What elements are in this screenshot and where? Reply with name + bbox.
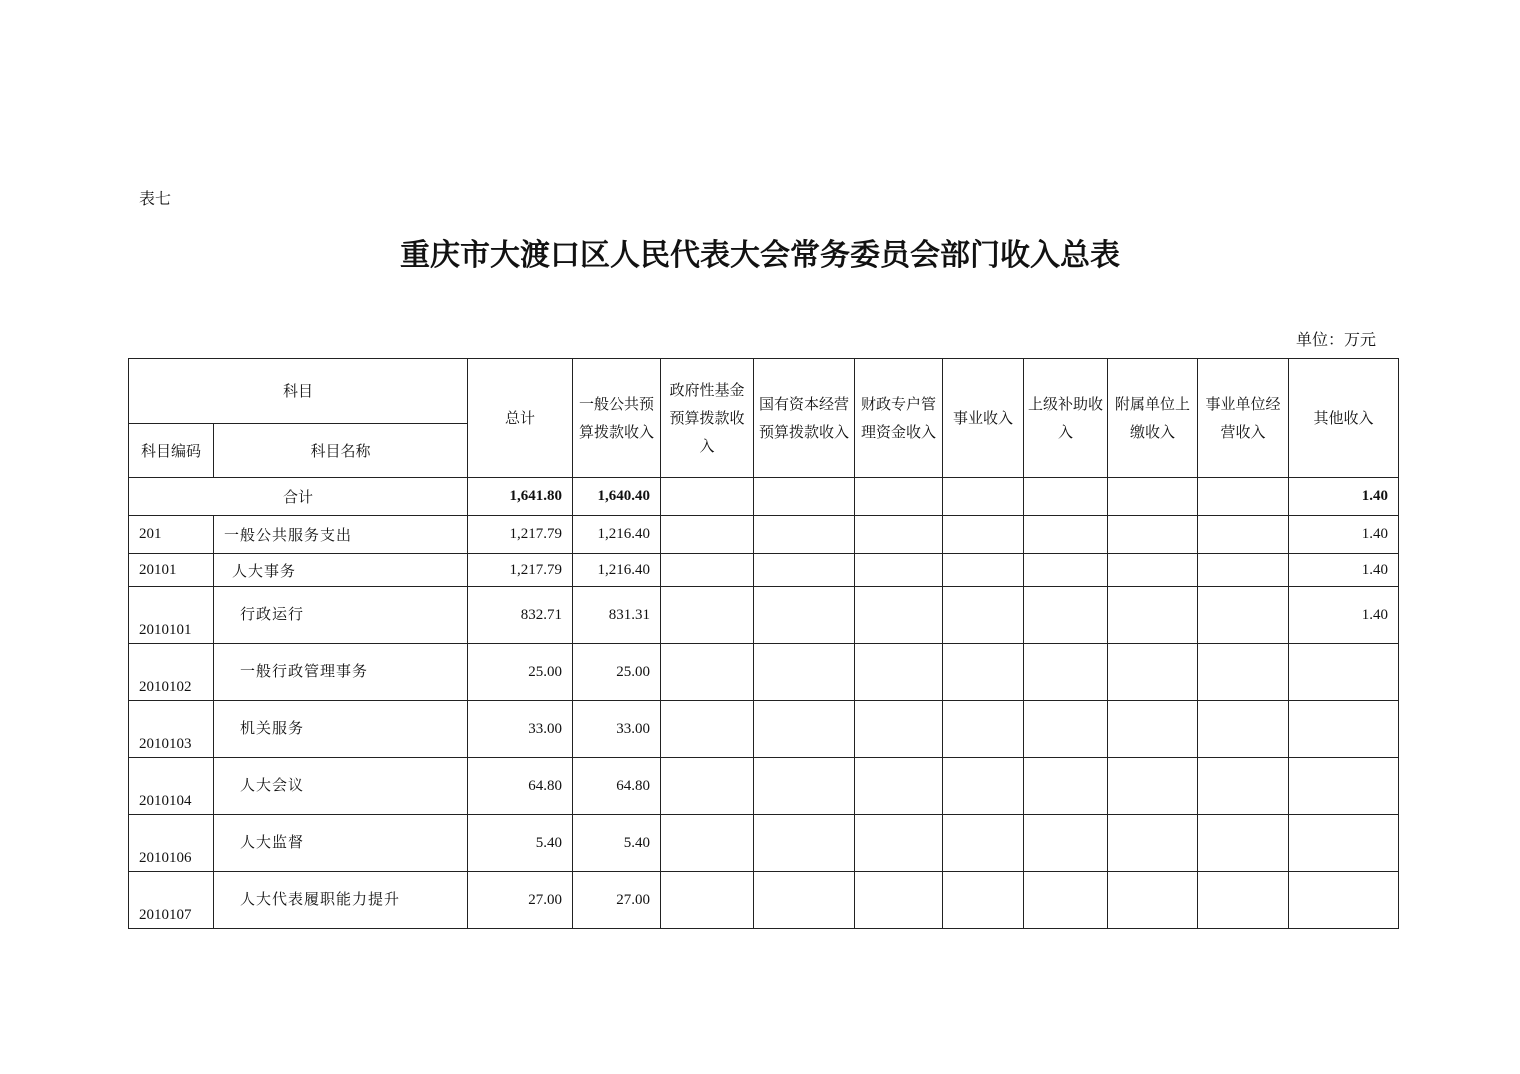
row-name: 一般公共服务支出 — [214, 516, 468, 554]
total-superior-subsidy — [1024, 478, 1108, 516]
table-row — [129, 815, 1399, 872]
row-total: 27.00 — [468, 872, 573, 929]
row-cell — [661, 554, 754, 587]
header-other: 其他收入 — [1289, 359, 1399, 478]
header-special-fund-text: 财政专户管理资金收入 — [861, 395, 937, 441]
row-code: 20101 — [129, 554, 214, 587]
header-special-fund — [855, 359, 943, 478]
row-total: 1,217.79 — [468, 516, 573, 554]
row-cell — [1024, 554, 1108, 587]
row-cell — [1024, 815, 1108, 872]
row-cell — [1024, 872, 1108, 929]
row-other — [1289, 758, 1399, 815]
row-cell — [855, 516, 943, 554]
row-cell — [1198, 758, 1289, 815]
row-cell — [1024, 587, 1108, 644]
row-cell — [754, 554, 855, 587]
header-operation-text: 事业单位经营收入 — [1205, 395, 1281, 441]
row-code: 2010101 — [129, 587, 214, 644]
row-other — [1289, 701, 1399, 758]
header-superior-subsidy-text: 上级补助收入 — [1028, 395, 1104, 441]
row-cell — [943, 644, 1024, 701]
header-state-capital-text: 国有资本经营预算拨款收入 — [759, 395, 850, 441]
row-cell — [1024, 701, 1108, 758]
row-cell — [855, 587, 943, 644]
table-row — [129, 516, 1399, 554]
row-code: 2010102 — [129, 644, 214, 701]
row-cell — [1198, 872, 1289, 929]
page-title: 重庆市大渡口区人民代表大会常务委员会部门收入总表 — [400, 238, 1120, 273]
header-gov-fund — [661, 359, 754, 478]
header-gov-fund-text: 政府性基金预算拨款收入 — [669, 381, 745, 455]
row-cell — [855, 815, 943, 872]
header-operation — [1198, 359, 1289, 478]
table-row — [129, 758, 1399, 815]
row-cell — [943, 554, 1024, 587]
row-cell — [661, 701, 754, 758]
row-general-budget: 33.00 — [573, 701, 661, 758]
row-name: 行政运行 — [214, 587, 468, 644]
total-general-budget: 1,640.40 — [573, 478, 661, 516]
row-other — [1289, 644, 1399, 701]
row-cell — [855, 872, 943, 929]
header-business — [943, 359, 1024, 478]
row-cell — [1198, 644, 1289, 701]
row-cell — [1108, 554, 1198, 587]
header-superior-subsidy — [1024, 359, 1108, 478]
table-row — [129, 701, 1399, 758]
row-cell — [754, 758, 855, 815]
row-total: 64.80 — [468, 758, 573, 815]
row-cell — [1108, 758, 1198, 815]
total-special-fund — [855, 478, 943, 516]
header-business-text: 事业收入 — [953, 409, 1014, 427]
table-row — [129, 872, 1399, 929]
row-cell — [754, 516, 855, 554]
row-cell — [1198, 815, 1289, 872]
row-cell — [1198, 701, 1289, 758]
row-cell — [661, 516, 754, 554]
row-total: 25.00 — [468, 644, 573, 701]
row-cell — [1108, 516, 1198, 554]
row-cell — [1198, 587, 1289, 644]
header-name: 科目名称 — [214, 424, 468, 478]
row-cell — [754, 587, 855, 644]
row-general-budget: 25.00 — [573, 644, 661, 701]
row-other: 1.40 — [1289, 516, 1399, 554]
row-cell — [855, 644, 943, 701]
row-cell — [754, 815, 855, 872]
row-cell — [1024, 644, 1108, 701]
row-cell — [661, 815, 754, 872]
header-subject: 科目 — [129, 359, 468, 424]
row-cell — [1108, 815, 1198, 872]
row-cell — [1108, 872, 1198, 929]
row-cell — [754, 872, 855, 929]
row-cell — [1108, 644, 1198, 701]
row-cell — [661, 758, 754, 815]
row-general-budget: 1,216.40 — [573, 516, 661, 554]
row-cell — [855, 554, 943, 587]
unit-label: 单位：万元 — [1296, 330, 1377, 349]
row-code: 201 — [129, 516, 214, 554]
row-total: 832.71 — [468, 587, 573, 644]
row-code: 2010106 — [129, 815, 214, 872]
table-row — [129, 554, 1399, 587]
row-cell — [943, 701, 1024, 758]
row-total: 1,217.79 — [468, 554, 573, 587]
row-cell — [855, 701, 943, 758]
header-affiliated-text: 附属单位上缴收入 — [1115, 395, 1191, 441]
row-cell — [754, 644, 855, 701]
row-code: 2010107 — [129, 872, 214, 929]
row-name: 机关服务 — [214, 701, 468, 758]
row-cell — [661, 644, 754, 701]
row-other: 1.40 — [1289, 554, 1399, 587]
row-name: 人大会议 — [214, 758, 468, 815]
total-row — [129, 478, 1399, 516]
row-other — [1289, 872, 1399, 929]
row-name: 人大代表履职能力提升 — [214, 872, 468, 929]
table-row — [129, 587, 1399, 644]
row-cell — [1024, 758, 1108, 815]
row-cell — [943, 758, 1024, 815]
row-name: 一般行政管理事务 — [214, 644, 468, 701]
row-name: 人大事务 — [214, 554, 468, 587]
total-state-capital — [754, 478, 855, 516]
row-cell — [661, 872, 754, 929]
row-cell — [661, 587, 754, 644]
row-cell — [1108, 587, 1198, 644]
row-cell — [943, 516, 1024, 554]
row-general-budget: 64.80 — [573, 758, 661, 815]
table-row — [129, 644, 1399, 701]
row-cell — [1198, 554, 1289, 587]
total-operation — [1198, 478, 1289, 516]
row-general-budget: 27.00 — [573, 872, 661, 929]
income-summary-table — [128, 358, 1399, 929]
header-state-capital — [754, 359, 855, 478]
total-business — [943, 478, 1024, 516]
header-affiliated — [1108, 359, 1198, 478]
total-affiliated — [1108, 478, 1198, 516]
row-cell — [943, 872, 1024, 929]
row-cell — [855, 758, 943, 815]
header-general-budget-text: 一般公共预算拨款收入 — [579, 395, 655, 441]
table-number-label: 表七 — [139, 189, 172, 208]
row-total: 5.40 — [468, 815, 573, 872]
row-cell — [1198, 516, 1289, 554]
row-code: 2010103 — [129, 701, 214, 758]
row-cell — [754, 701, 855, 758]
row-cell — [943, 587, 1024, 644]
row-total: 33.00 — [468, 701, 573, 758]
header-row-1 — [129, 359, 1399, 424]
row-name: 人大监督 — [214, 815, 468, 872]
row-other: 1.40 — [1289, 587, 1399, 644]
row-general-budget: 831.31 — [573, 587, 661, 644]
header-total: 总计 — [468, 359, 573, 478]
row-general-budget: 1,216.40 — [573, 554, 661, 587]
row-cell — [943, 815, 1024, 872]
row-code: 2010104 — [129, 758, 214, 815]
total-amount: 1,641.80 — [468, 478, 573, 516]
total-gov-fund — [661, 478, 754, 516]
row-general-budget: 5.40 — [573, 815, 661, 872]
total-label: 合计 — [129, 478, 468, 516]
header-general-budget — [573, 359, 661, 478]
row-cell — [1108, 701, 1198, 758]
total-other: 1.40 — [1289, 478, 1399, 516]
row-cell — [1024, 516, 1108, 554]
header-code: 科目编码 — [129, 424, 214, 478]
row-other — [1289, 815, 1399, 872]
